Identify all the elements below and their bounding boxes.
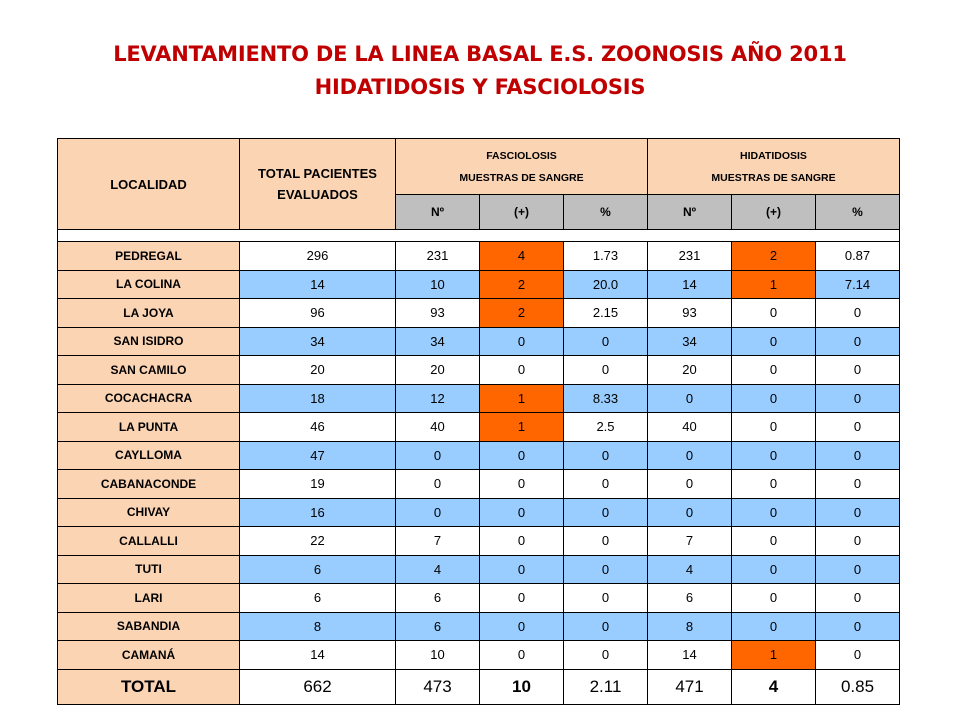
row-h-pct: 0 <box>816 641 900 670</box>
header-total-pacientes <box>240 139 396 230</box>
row-h-pct: 0.87 <box>816 242 900 271</box>
row-f-pos: 0 <box>480 584 564 613</box>
subheader-h-pos: (+) <box>732 195 816 230</box>
row-total: 8 <box>240 612 396 641</box>
table-row <box>58 641 900 670</box>
row-localidad: LA JOYA <box>58 299 240 328</box>
row-h-pct: 0 <box>816 413 900 442</box>
row-h-pct: 0 <box>816 498 900 527</box>
row-f-pos: 0 <box>480 612 564 641</box>
row-h-n: 20 <box>648 356 732 385</box>
row-h-pos: 0 <box>732 413 816 442</box>
row-h-n: 0 <box>648 384 732 413</box>
row-f-pct: 0 <box>564 441 648 470</box>
row-f-pos: 0 <box>480 470 564 499</box>
row-h-pos: 0 <box>732 612 816 641</box>
total-h-pct: 0.85 <box>816 669 900 704</box>
row-localidad: LA PUNTA <box>58 413 240 442</box>
row-localidad: CALLALLI <box>58 527 240 556</box>
row-localidad: CHIVAY <box>58 498 240 527</box>
row-total: 34 <box>240 327 396 356</box>
row-localidad: LA COLINA <box>58 270 240 299</box>
subheader-f-pos: (+) <box>480 195 564 230</box>
row-f-pct: 0 <box>564 612 648 641</box>
row-h-n: 0 <box>648 441 732 470</box>
row-f-n: 0 <box>396 441 480 470</box>
row-total: 46 <box>240 413 396 442</box>
row-total: 96 <box>240 299 396 328</box>
row-h-pos: 0 <box>732 299 816 328</box>
header-fasciolosis <box>396 139 648 195</box>
row-f-pos: 0 <box>480 498 564 527</box>
row-h-n: 4 <box>648 555 732 584</box>
total-f-pct: 2.11 <box>564 669 648 704</box>
table-row <box>58 555 900 584</box>
table-row <box>58 299 900 328</box>
table-row <box>58 612 900 641</box>
row-f-pct: 1.73 <box>564 242 648 271</box>
row-f-n: 6 <box>396 612 480 641</box>
row-h-pct: 0 <box>816 441 900 470</box>
row-f-pct: 2.15 <box>564 299 648 328</box>
row-h-pct: 0 <box>816 612 900 641</box>
row-h-pct: 0 <box>816 584 900 613</box>
table-row <box>58 413 900 442</box>
row-h-pos: 0 <box>732 470 816 499</box>
header-hidatidosis-title: HIDATIDOSIS <box>740 149 807 162</box>
header-total-pacientes-line1: TOTAL PACIENTES <box>258 166 377 181</box>
row-h-pct: 0 <box>816 384 900 413</box>
row-f-pos: 0 <box>480 527 564 556</box>
row-total: 16 <box>240 498 396 527</box>
row-f-n: 34 <box>396 327 480 356</box>
row-localidad: SABANDIA <box>58 612 240 641</box>
table-row <box>58 327 900 356</box>
title-line-2: HIDATIDOSIS Y FASCIOLOSIS <box>314 75 646 99</box>
row-f-pos: 0 <box>480 327 564 356</box>
row-h-pos: 0 <box>732 555 816 584</box>
row-localidad: CABANACONDE <box>58 470 240 499</box>
table-row <box>58 270 900 299</box>
row-h-pos: 0 <box>732 356 816 385</box>
row-f-pct: 0 <box>564 327 648 356</box>
row-total: 22 <box>240 527 396 556</box>
row-h-pct: 0 <box>816 527 900 556</box>
row-f-pct: 8.33 <box>564 384 648 413</box>
row-h-pos: 1 <box>732 270 816 299</box>
total-h-pos: 4 <box>732 669 816 704</box>
row-localidad: PEDREGAL <box>58 242 240 271</box>
row-h-n: 0 <box>648 470 732 499</box>
row-localidad: CAYLLOMA <box>58 441 240 470</box>
row-h-pos: 0 <box>732 384 816 413</box>
row-total: 18 <box>240 384 396 413</box>
row-h-pos: 0 <box>732 584 816 613</box>
row-h-pct: 0 <box>816 470 900 499</box>
row-h-n: 14 <box>648 641 732 670</box>
row-h-pos: 0 <box>732 327 816 356</box>
subheader-f-pct: % <box>564 195 648 230</box>
row-f-pct: 0 <box>564 641 648 670</box>
row-f-n: 6 <box>396 584 480 613</box>
row-localidad: SAN CAMILO <box>58 356 240 385</box>
row-h-n: 34 <box>648 327 732 356</box>
row-f-pos: 4 <box>480 242 564 271</box>
row-h-n: 40 <box>648 413 732 442</box>
row-f-pct: 2.5 <box>564 413 648 442</box>
page-title <box>0 38 960 104</box>
table-row <box>58 527 900 556</box>
header-fasciolosis-title: FASCIOLOSIS <box>486 149 557 162</box>
table-row <box>58 356 900 385</box>
header-hidatidosis-sub: MUESTRAS DE SANGRE <box>711 171 836 184</box>
table-row <box>58 242 900 271</box>
row-f-n: 231 <box>396 242 480 271</box>
row-f-n: 0 <box>396 498 480 527</box>
row-f-pos: 1 <box>480 384 564 413</box>
table-row <box>58 498 900 527</box>
row-h-n: 0 <box>648 498 732 527</box>
row-h-pct: 0 <box>816 299 900 328</box>
row-h-pct: 0 <box>816 356 900 385</box>
row-f-n: 4 <box>396 555 480 584</box>
row-h-pos: 2 <box>732 242 816 271</box>
header-hidatidosis <box>648 139 900 195</box>
total-f-n: 473 <box>396 669 480 704</box>
row-f-pct: 0 <box>564 498 648 527</box>
subheader-h-pct: % <box>816 195 900 230</box>
row-f-pct: 0 <box>564 527 648 556</box>
row-f-n: 10 <box>396 641 480 670</box>
total-pacientes: 662 <box>240 669 396 704</box>
row-f-pct: 0 <box>564 470 648 499</box>
row-f-n: 10 <box>396 270 480 299</box>
table-row <box>58 441 900 470</box>
subheader-f-n: Nº <box>396 195 480 230</box>
row-h-n: 231 <box>648 242 732 271</box>
spacer-row <box>58 230 900 242</box>
header-fasciolosis-sub: MUESTRAS DE SANGRE <box>459 171 584 184</box>
row-localidad: LARI <box>58 584 240 613</box>
row-total: 6 <box>240 584 396 613</box>
row-h-n: 6 <box>648 584 732 613</box>
row-h-n: 7 <box>648 527 732 556</box>
total-label: TOTAL <box>58 669 240 704</box>
table-row <box>58 470 900 499</box>
row-f-n: 40 <box>396 413 480 442</box>
row-h-n: 14 <box>648 270 732 299</box>
row-h-pos: 0 <box>732 441 816 470</box>
row-total: 20 <box>240 356 396 385</box>
row-total: 6 <box>240 555 396 584</box>
row-total: 14 <box>240 641 396 670</box>
row-f-pos: 0 <box>480 356 564 385</box>
row-f-pos: 0 <box>480 441 564 470</box>
row-f-pos: 0 <box>480 641 564 670</box>
row-total: 19 <box>240 470 396 499</box>
row-f-pct: 0 <box>564 555 648 584</box>
header-localidad: LOCALIDAD <box>58 139 240 230</box>
subheader-h-n: Nº <box>648 195 732 230</box>
row-f-pos: 0 <box>480 555 564 584</box>
row-total: 47 <box>240 441 396 470</box>
row-h-pos: 0 <box>732 498 816 527</box>
row-f-pos: 1 <box>480 413 564 442</box>
row-localidad: COCACHACRA <box>58 384 240 413</box>
row-f-n: 20 <box>396 356 480 385</box>
row-f-n: 7 <box>396 527 480 556</box>
row-h-n: 93 <box>648 299 732 328</box>
row-f-pos: 2 <box>480 270 564 299</box>
data-table <box>57 138 900 705</box>
row-h-pct: 0 <box>816 327 900 356</box>
row-localidad: CAMANÁ <box>58 641 240 670</box>
row-f-n: 0 <box>396 470 480 499</box>
table-row <box>58 584 900 613</box>
row-h-n: 8 <box>648 612 732 641</box>
row-f-n: 12 <box>396 384 480 413</box>
total-f-pos: 10 <box>480 669 564 704</box>
header-total-pacientes-line2: EVALUADOS <box>277 187 358 202</box>
row-f-pct: 0 <box>564 356 648 385</box>
row-h-pos: 0 <box>732 527 816 556</box>
table-row <box>58 384 900 413</box>
row-f-pct: 0 <box>564 584 648 613</box>
row-f-pos: 2 <box>480 299 564 328</box>
row-f-n: 93 <box>396 299 480 328</box>
row-h-pct: 0 <box>816 555 900 584</box>
total-h-n: 471 <box>648 669 732 704</box>
row-h-pos: 1 <box>732 641 816 670</box>
row-total: 296 <box>240 242 396 271</box>
row-localidad: TUTI <box>58 555 240 584</box>
row-f-pct: 20.0 <box>564 270 648 299</box>
total-row <box>58 669 900 704</box>
row-localidad: SAN ISIDRO <box>58 327 240 356</box>
row-total: 14 <box>240 270 396 299</box>
title-line-1: LEVANTAMIENTO DE LA LINEA BASAL E.S. ZOONOSIS AÑO 2011 <box>113 42 847 66</box>
row-h-pct: 7.14 <box>816 270 900 299</box>
